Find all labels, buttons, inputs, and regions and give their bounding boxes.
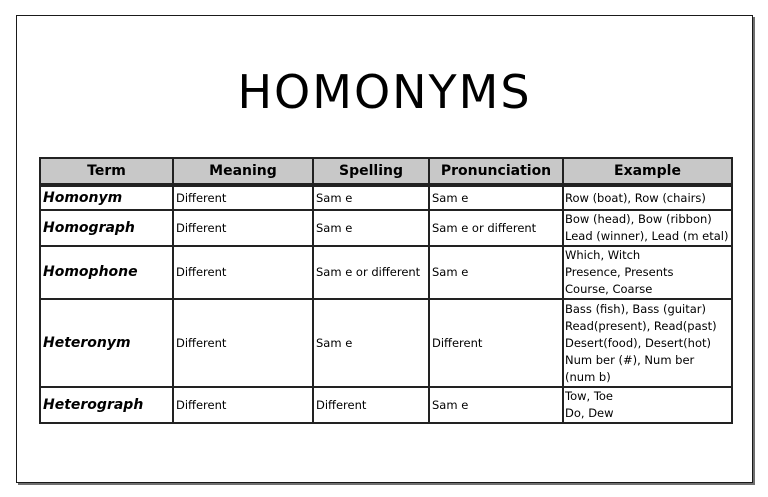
page-title: HOMONYMS xyxy=(237,65,532,119)
header-meaning: Meaning xyxy=(173,158,313,185)
header-row xyxy=(40,158,732,185)
table-row xyxy=(40,210,732,246)
term-cell: Homograph xyxy=(40,210,173,246)
pronunciation-cell: Different xyxy=(429,299,563,387)
term-cell: Heterograph xyxy=(40,387,173,423)
pronunciation-cell: Sam e xyxy=(429,246,563,299)
example-cell: Bow (head), Bow (ribbon) Lead (winner), Lead (m etal) xyxy=(563,210,732,246)
table-row xyxy=(40,299,732,387)
meaning-cell: Different xyxy=(173,387,313,423)
spelling-cell: Sam e xyxy=(313,185,429,210)
meaning-cell: Different xyxy=(173,246,313,299)
term-cell: Heteronym xyxy=(40,299,173,387)
pronunciation-cell: Sam e xyxy=(429,387,563,423)
table-row xyxy=(40,246,732,299)
header-pronunciation: Pronunciation xyxy=(429,158,563,185)
spelling-cell: Sam e xyxy=(313,210,429,246)
example-cell: Which, Witch Presence, Presents Course, Coarse xyxy=(563,246,732,299)
meaning-cell: Different xyxy=(173,299,313,387)
spelling-cell: Sam e xyxy=(313,299,429,387)
example-cell: Row (boat), Row (chairs) xyxy=(563,185,732,210)
header-example: Example xyxy=(563,158,732,185)
table-row xyxy=(40,185,732,210)
meaning-cell: Different xyxy=(173,185,313,210)
spelling-cell: Different xyxy=(313,387,429,423)
term-cell: Homophone xyxy=(40,246,173,299)
example-cell: Tow, Toe Do, Dew xyxy=(563,387,732,423)
table-row xyxy=(40,387,732,423)
meaning-cell: Different xyxy=(173,210,313,246)
header-spelling: Spelling xyxy=(313,158,429,185)
slide xyxy=(16,15,753,483)
pronunciation-cell: Sam e xyxy=(429,185,563,210)
spelling-cell: Sam e or different xyxy=(313,246,429,299)
homonyms-table xyxy=(39,157,733,424)
pronunciation-cell: Sam e or different xyxy=(429,210,563,246)
header-term: Term xyxy=(40,158,173,185)
example-cell: Bass (fish), Bass (guitar) Read(present), Read(past) Desert(food), Desert(hot) Num ber (#), Num ber (num b) xyxy=(563,299,732,387)
term-cell: Homonym xyxy=(40,185,173,210)
